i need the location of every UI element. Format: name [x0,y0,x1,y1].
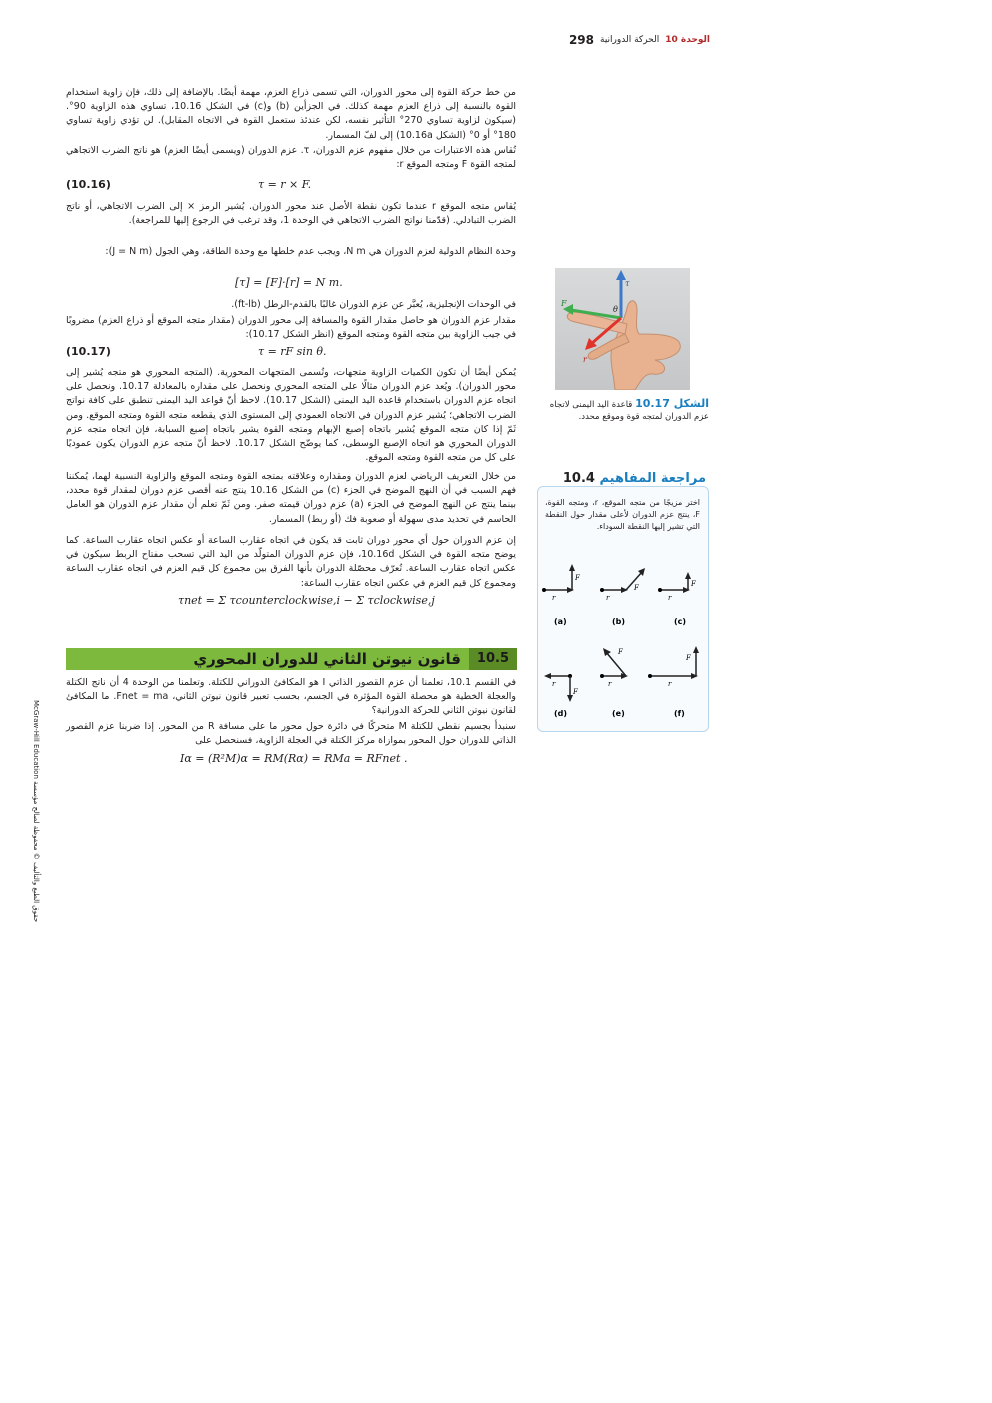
equation-units: [τ] = [F]·[r] = N m. [235,276,343,289]
section-heading [66,648,517,670]
page-number: 298 [568,33,595,47]
tau-label: τ [625,279,630,288]
paragraph-11: سنبدأ بجسيم نقطي للكتلة M متحركًا في دائرة حول محور ما على مسافة R من المحور. إذا ضربنا عزم القصور الذاتي للدوران حول المحور بموازاة مركز الكتلة في العجلة الزاوية، فسنحصل على [66,721,517,747]
panel-c-r: r [668,594,672,602]
paragraph-8: من خلال التعريف الرياضي لعزم الدوران ومقداره وعلاقته بمتجه القوة ومتجه الموقع والزاوية النسبية لهما، يُمكننا فهم السبب في أن النهج الموضح في الجزء (c) من الشكل 10.16 ينتج عنه أقصى عزم دوران لمقدار قوة محدد، بينما ينتج عن النهج الموضح في الجزء (a) عزم دوران قيمته صفر. ومن ثَمّ تعلم أن مقدار عزم الدوران هو العامل الحاسم في تحديد مدى سهولة أو صعوبة فك (أو ربط) المسمار. [66,471,517,525]
unit-label: الوحدة 10 [665,35,710,45]
section-title: قانون نيوتن الثاني للدوران المحوري [193,650,461,668]
panel-e-r: r [608,680,612,688]
panel-e-f: F [618,648,623,656]
panel-b [600,568,645,626]
paragraph-3: يُقاس متجه الموقع r عندما تكون نقطة الأصل عند محور الدوران. يُشير الرمز × إلى الضرب الاتجاهي، أو ناتج الضرب التبادلي. (قدّمنا نواتج الضرب الاتجاهي في الوحدة 1، وقد ترغب في الرجوع إليها للمراجعة). [66,201,516,227]
figure-caption [537,398,709,423]
panel-b-r: r [606,594,610,602]
section-number: 10.5 [469,648,517,670]
theta-label: θ [613,305,618,314]
panel-d-r: r [552,680,556,688]
panel-a-f: F [575,574,580,582]
concept-review-title [538,471,706,486]
figure-label: الشكل 10.17 [635,397,709,410]
panel-f-label: (f) [674,709,685,718]
paragraph-2: تُقاس هذه الاعتبارات من خلال مفهوم عزم الدوران، τ. عزم الدوران (ويسمى أيضًا العزم) هو ناتج الضرب الاتجاهي لمتجه القوة F ومتجه الموقع r: [66,145,517,171]
panel-a [542,564,581,626]
panel-c [658,572,697,626]
chapter-label: الحركة الدورانية [600,35,660,45]
panel-a-label: (a) [554,617,567,626]
right-hand-rule-photo [555,268,690,390]
panel-f-r: r [668,680,672,688]
panel-c-f: F [691,580,696,588]
panel-f-f: F [686,654,691,662]
concept-review-question: اختر مزيجًا من متجه الموقع، r، ومتجه القوة، F، ينتج عزم الدوران لأعلى مقدار حول النقطة التي تشير إليها النقطة السوداء. [545,498,700,531]
panel-e-label: (e) [612,709,625,718]
copyright-text: McGraw-Hill Education حقوق الطبع والتأليف © محفوظة لصالح مؤسسة [32,700,40,923]
copyright-sidebar [28,700,42,950]
equation-10-17: τ = rF sin θ. [258,345,327,358]
equation-newton-rotation: Iα = (R²M)α = RM(Rα) = RMa = RFnet . [180,752,408,765]
position-label: r [583,355,587,364]
equation-10-16: τ = r × F. [258,178,312,191]
paragraph-1: من خط حركة القوة إلى محور الدوران، التي تسمى ذراع العزم، مهمة أيضًا. بالإضافة إلى ذلك، فإن زاوية استخدام القوة بالنسبة إلى ذراع العزم مهمة كذلك. في الجزأين (b) و(c) في الشكل 10.16، تساوي هذه الزاوية 90°. (سيكون لزاوية تساوي 270° التأثير نفسه، لكن عندئذ ستعمل القوة في الاتجاه المقابل). لن تؤدي زاوية تساوي 180° أو 0° (الشكل 10.16a) إلى لفّ المسمار. [66,87,516,141]
force-label: F [561,299,567,308]
equation-number-10-16: (10.16) [66,178,111,191]
equation-number-10-17: (10.17) [66,345,111,358]
paragraph-10: في القسم 10.1، تعلمنا أن عزم القصور الذاتي I هو المكافئ الدوراني للكتلة. وتعلمنا من الوحدة 4 أن ناتج الكتلة والعجلة الخطية هو محصلة القوة المؤثرة في الجسم، بحسب تعبير قانون نيوتن الثاني، Fnet = ma. ما المكافئ لقانون نيوتن الثاني للحركة الدورانية؟ [66,677,517,717]
panel-a-r: r [552,594,556,602]
concept-review-diagrams-row1 [540,560,705,630]
panel-d [544,673,579,718]
paragraph-4: وحدة النظام الدولية لعزم الدوران هي N m، ويجب عدم خلطها مع وحدة الطاقة، وهي الجول (J = N m): [105,246,516,257]
page-header [540,30,710,50]
panel-d-f: F [573,688,578,696]
paragraph-9: إن عزم الدوران حول أي محور دوران ثابت قد يكون في اتجاه عقارب الساعة أو عكس اتجاه عقارب الساعة. كما يوضح متجه القوة في الشكل 10.16d، فإن عزم الدوران المتولّد من اليد التي تسحب مفتاح الربط سيكون في عكس اتجاه عقارب الساعة. تُعرّف محصّلة الدوران بأنها الفرق بين مجموع كل قيم العزم في اتجاه عقارب الساعة ومجموع كل قيم العزم في عكس اتجاه عقارب الساعة: [66,535,516,589]
panel-f [648,646,699,718]
panel-c-label: (c) [674,617,687,626]
paragraph-7: يُمكن أيضًا أن تكون الكميات الزاوية متجهات، وتُسمى المتجهات المحورية. (المتجه المحوري هو متجه يُشير إلى محور الدوران). ويُعد عزم الدوران مثالًا على المتجه المحوري ونحصل على مقداره بالمعادلة 10.17. ونحصل على اتجاه عزم الدوران باستخدام قاعدة اليد اليمنى (الشكل 10.17). لاحظ أنّ قواعد اليد اليمنى تنطبق على كافة نواتج الضرب الاتجاهي؛ يُشير عزم الدوران في الاتجاه العمودي إلى المستوى الذي يقطعه متجه القوة ومتجه الموقع. ومن ثَمّ إذا كان متجه الموقع يُشير باتجاه إصبع الإبهام ومتجه القوة يشير باتجاه إصبع السبابة، فإن اتجاه متجه عزم الدوران المحوري هو اتجاه الإصبع الوسطى، كما يوضّح الشكل 10.17. لاحظ أنّ متجه عزم الدوران يكون عموديًا على كل من متجه القوة ومتجه الموقع. [66,367,517,464]
equation-net-torque: τnet = Σ τcounterclockwise,i − Σ τclockwise,j [178,594,435,607]
paragraph-5: في الوحدات الإنجليزية، يُعبَّر عن عزم الدوران غالبًا بالقدم-الرطل (ft-lb). [231,299,516,310]
concept-review-heading: مراجعة المفاهيم [599,471,706,486]
concept-review-number: 10.4 [562,471,595,486]
hand-illustration [555,268,690,390]
panel-d-label: (d) [554,709,568,718]
panel-b-f: F [634,584,639,592]
concept-review-diagrams-row2 [540,638,705,720]
panel-e [600,648,628,718]
paragraph-6: مقدار عزم الدوران هو حاصل مقدار القوة والمسافة إلى محور الدوران (مقدار متجه الموقع أو ذراع العزم) مضروبًا في جيب الزاوية بين متجه القوة ومتجه الموقع (انظر الشكل 10.17): [66,315,516,341]
figure-caption-text: قاعدة اليد اليمنى لاتجاه عزم الدوران لمتجه قوة وموقع محدد. [549,400,709,422]
panel-b-label: (b) [612,617,626,626]
